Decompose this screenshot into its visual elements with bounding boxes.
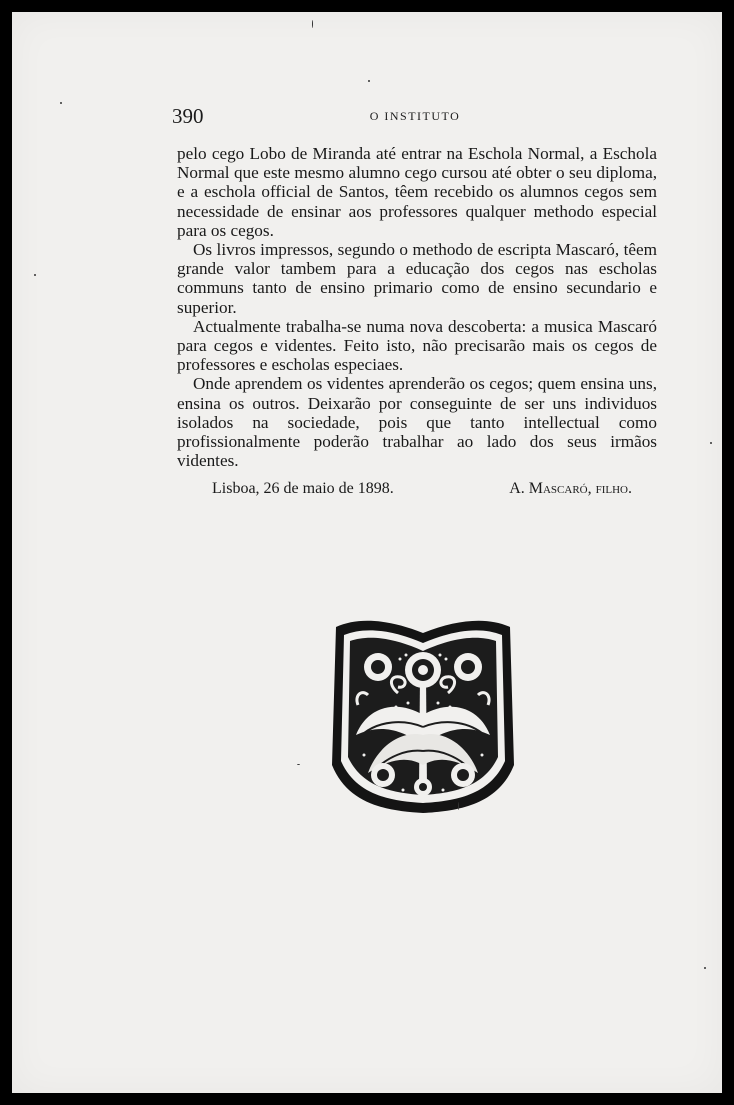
- paragraph-3: Actualmente trabalha-se numa nova descoberta: a musica Mascaró para cegos e videntes. Feito isto, não precisarão mais os cegos de professores e escholas especiaes.: [177, 316, 657, 375]
- floral-tailpiece-icon: [328, 615, 518, 815]
- page-number: 390: [172, 104, 204, 128]
- author-signature: A. Mascaró, filho.: [509, 480, 632, 497]
- document-page: [12, 12, 722, 1093]
- running-title: O INSTITUTO: [369, 109, 461, 123]
- place-date: Lisboa, 26 de maio de 1898.: [212, 480, 394, 497]
- paragraph-1: pelo cego Lobo de Miranda até entrar na Eschola Normal, a Eschola Normal que este mesmo alumno cego cursou até obter o seu diploma, e a eschola official de Santos, têem recebido os alumnos cegos sem necessidade de ensinar aos professores qualquer methodo especial para os cegos.: [177, 144, 657, 240]
- paragraph-2: Os livros impressos, segundo o methodo de escripta Mascaró, têem grande valor tambem para a educação dos cegos nas escholas communs tanto de ensino primario como de ensino secundario e superior.: [177, 240, 657, 317]
- body-text: [177, 144, 657, 470]
- page-header: [172, 104, 658, 126]
- paragraph-4: Onde aprendem os videntes aprenderão os cegos; quem ensina uns, ensina os outros. Deixarão por conseguinte de ser uns individuos isolados na sociedade, pois que tanto intellectual como profissionalmente poderão trabalhar ao lado dos seus irmãos videntes.: [177, 374, 657, 471]
